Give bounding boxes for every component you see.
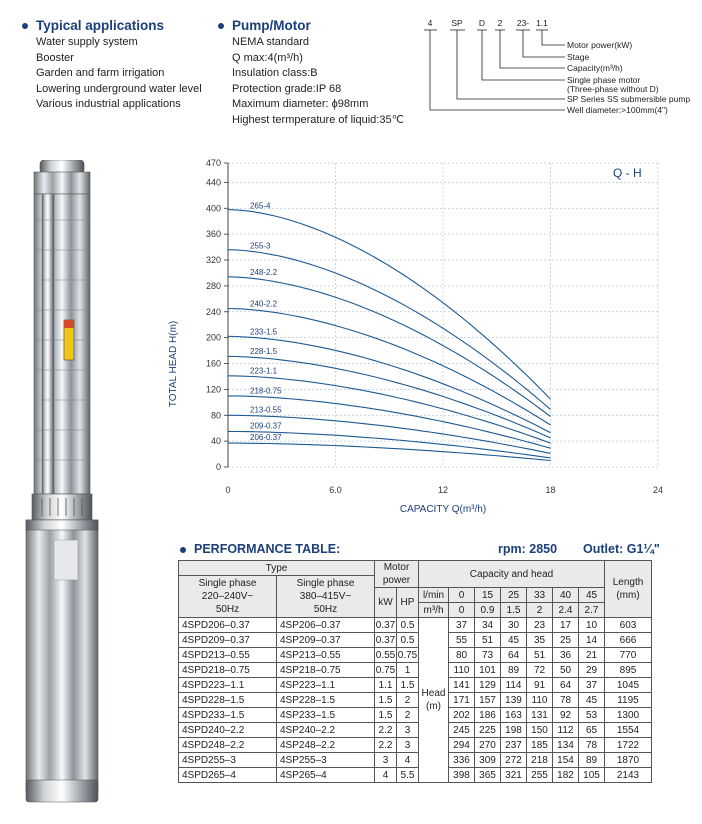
series-label: 209-0.37 [250, 421, 282, 431]
series-label: 213-0.55 [250, 405, 282, 415]
x-tick-label: 0 [225, 485, 231, 495]
head-value: 321 [501, 768, 527, 783]
power-hp: 0.75 [397, 649, 418, 661]
list-item: Insulation class:B [232, 67, 318, 79]
q-h-chart-svg [160, 150, 700, 520]
head-value: 53 [579, 708, 605, 723]
list-item: Various industrial applications [36, 98, 181, 110]
header-line: Single phase [296, 578, 355, 589]
table-row [179, 648, 652, 663]
model-code-diagram [420, 12, 700, 132]
list-item: Garden and farm irrigation [36, 67, 165, 79]
head-value: 225 [475, 723, 501, 738]
series-label: 228-1.5 [250, 347, 278, 357]
model-three-phase: 4SP218–0.75 [277, 663, 375, 678]
length-value: 603 [605, 618, 652, 633]
model-three-phase: 4SP255–3 [277, 753, 375, 768]
table-row [179, 633, 652, 648]
head-value: 89 [579, 753, 605, 768]
model-single-phase: 4SPD213–0.55 [179, 648, 277, 663]
list-item: Lowering underground water level [36, 82, 202, 95]
list-item: Q max:4(m³/h) [232, 51, 303, 64]
head-label-line2: (m) [426, 701, 441, 712]
head-value: 51 [475, 633, 501, 648]
lmin-value: 15 [475, 588, 501, 603]
lmin-value: 33 [527, 588, 553, 603]
table-row [179, 753, 652, 768]
list-item: Protection grade:IP 68 [232, 82, 342, 95]
rpm-value: rpm: 2850 [498, 542, 558, 556]
header-line: Single phase [198, 578, 257, 589]
series-label: 248-2.2 [250, 268, 278, 278]
header-line: 380–415V~ [299, 591, 352, 602]
power-kw: 1.1 [375, 678, 397, 693]
table-row [179, 723, 652, 738]
pump-illustration [12, 160, 112, 810]
model-three-phase: 4SP206–0.37 [277, 618, 375, 633]
list-item: NEMA standard [232, 36, 310, 48]
head-value: 29 [579, 663, 605, 678]
outlet-value: Outlet: G1¼" [583, 542, 660, 556]
model-three-phase: 4SP248–2.2 [277, 738, 375, 753]
head-value: 17 [553, 618, 579, 633]
power-kw: 3 [375, 753, 397, 768]
model-single-phase: 4SPD223–1.1 [179, 678, 277, 693]
head-value: 245 [449, 723, 475, 738]
pump-motor-specs [218, 18, 404, 128]
model-three-phase: 4SP213–0.55 [277, 648, 375, 663]
hp-header: HP [397, 588, 419, 618]
y-tick-label: 470 [205, 158, 221, 168]
head-value: 30 [501, 618, 527, 633]
performance-table [178, 560, 652, 783]
head-value: 112 [553, 723, 579, 738]
y-tick-label: 160 [205, 358, 221, 369]
head-value: 171 [449, 693, 475, 708]
lmin-value: 0 [449, 588, 475, 603]
model-single-phase: 4SPD265–4 [179, 768, 277, 783]
head-value: 45 [501, 633, 527, 648]
length-value: 1300 [605, 708, 652, 723]
head-value: 182 [553, 768, 579, 783]
series-label: 255-3 [250, 241, 271, 251]
length-value: 666 [605, 633, 652, 648]
pump-motor-title: Pump/Motor [232, 18, 311, 33]
list-item: Booster [36, 51, 74, 64]
model-single-phase: 4SPD255–3 [179, 753, 277, 768]
code-part-power: 1.1 [536, 18, 548, 28]
single-phase-header [179, 576, 277, 618]
code-part-capacity: 2 [497, 18, 503, 28]
power-hp: 2 [397, 693, 419, 708]
table-row [179, 678, 652, 693]
bullet-icon [218, 23, 224, 29]
applications-list [36, 35, 202, 113]
power-hp: 3 [397, 723, 419, 738]
code-label-well: Well diameter:>100mm(4") [567, 105, 668, 115]
y-tick-label: 0 [215, 462, 221, 472]
table-row [179, 693, 652, 708]
head-value: 35 [527, 633, 553, 648]
model-three-phase: 4SP209–0.37 [277, 633, 375, 648]
head-value: 105 [579, 768, 605, 783]
y-tick-label: 200 [205, 332, 221, 343]
x-tick-label: 12 [437, 485, 449, 495]
y-tick-label: 240 [205, 306, 221, 317]
list-item: Highest termperature of liquid:35℃ [232, 113, 404, 126]
y-tick-label: 80 [210, 410, 221, 421]
head-label-line1: Head [421, 688, 446, 699]
head-value: 64 [553, 678, 579, 693]
power-hp: 0.5 [397, 633, 419, 648]
model-single-phase: 4SPD233–1.5 [179, 708, 277, 723]
head-value: 154 [553, 753, 579, 768]
code-label-stage: Stage [567, 52, 590, 62]
code-part-well: 4 [427, 18, 433, 28]
head-value: 114 [501, 678, 527, 693]
kw-header: kW [375, 588, 397, 618]
head-value: 23 [527, 618, 553, 633]
length-value: 895 [605, 663, 652, 678]
head-value: 55 [449, 633, 475, 648]
head-value: 198 [501, 723, 527, 738]
head-value: 150 [527, 723, 553, 738]
power-kw: 0.37 [375, 619, 396, 631]
power-hp: 0.5 [397, 618, 419, 633]
performance-table-header [180, 542, 680, 558]
y-tick-label: 320 [205, 255, 221, 266]
x-tick-label: 18 [545, 485, 556, 495]
y-tick-label: 120 [205, 384, 221, 395]
head-value: 218 [527, 753, 553, 768]
length-value: 1195 [605, 693, 652, 708]
head-value: 91 [527, 678, 553, 693]
table-row [179, 768, 652, 783]
y-tick-label: 40 [210, 436, 221, 447]
lmin-value: 40 [553, 588, 579, 603]
motor-power-line2: power [382, 575, 411, 586]
model-single-phase: 4SPD206–0.37 [179, 618, 277, 633]
model-code-svg [420, 12, 700, 132]
m3h-value: 0.9 [475, 603, 501, 618]
y-tick-label: 400 [205, 203, 221, 214]
header-line: 50Hz [215, 604, 240, 615]
power-kw: 0.55 [375, 649, 396, 661]
capacity-head-header: Capacity and head [419, 561, 605, 588]
table-row [179, 738, 652, 753]
code-label-phase-note: (Three-phase without D) [567, 84, 659, 94]
head-value: 50 [553, 663, 579, 678]
model-single-phase: 4SPD248–2.2 [179, 738, 277, 753]
head-value: 64 [501, 648, 527, 663]
lmin-value: 45 [579, 588, 605, 603]
bullet-icon [180, 547, 186, 553]
model-three-phase: 4SP228–1.5 [277, 693, 375, 708]
code-label-series: SP Series SS submersible pump [567, 94, 691, 104]
x-axis-label: CAPACITY Q(m³/h) [399, 504, 487, 515]
head-value: 14 [579, 633, 605, 648]
power-kw: 4 [375, 768, 397, 783]
series-label: 206-0.37 [250, 433, 282, 443]
model-single-phase: 4SPD240–2.2 [179, 723, 277, 738]
motor-power-line1: Motor [383, 562, 410, 573]
bullet-icon [22, 23, 28, 29]
power-kw: 1.5 [375, 708, 397, 723]
head-value: 294 [449, 738, 475, 753]
m3h-value: 2 [527, 603, 553, 618]
head-value: 186 [475, 708, 501, 723]
head-value: 110 [449, 663, 475, 678]
typical-applications [22, 18, 202, 113]
head-value: 110 [527, 693, 553, 708]
head-value: 51 [527, 648, 553, 663]
head-value: 202 [449, 708, 475, 723]
length-value: 1722 [605, 738, 652, 753]
header-line: 50Hz [313, 604, 338, 615]
head-value: 309 [475, 753, 501, 768]
q-h-chart [160, 150, 700, 520]
head-value: 34 [475, 618, 501, 633]
code-part-series: SP [451, 18, 463, 28]
head-value: 89 [501, 663, 527, 678]
type-header: Type [179, 561, 375, 576]
table-row [179, 663, 652, 678]
m3h-value: 0 [449, 603, 475, 618]
series-label: 240-2.2 [250, 299, 278, 309]
x-tick-label: 24 [652, 485, 664, 495]
head-value: 73 [475, 648, 501, 663]
pump-motor-list [232, 35, 404, 128]
motor-power-header [375, 561, 419, 588]
length-value: 2143 [605, 768, 652, 783]
code-label-phase: Single phase motor [567, 75, 641, 85]
performance-table-body [179, 618, 652, 783]
model-three-phase: 4SP240–2.2 [277, 723, 375, 738]
power-hp: 1 [397, 663, 419, 678]
code-part-phase: D [478, 18, 486, 28]
head-value: 36 [553, 648, 579, 663]
series-label: 223-1.1 [250, 366, 278, 376]
table-row [179, 708, 652, 723]
series-label: 233-1.5 [250, 327, 278, 337]
length-value: 770 [605, 648, 652, 663]
series-label: 218-0.75 [250, 386, 282, 396]
chart-title: Q - H [613, 166, 642, 180]
code-part-stage: 23- [516, 18, 530, 28]
head-value: 141 [449, 678, 475, 693]
m3h-value: 2.4 [553, 603, 579, 618]
power-hp: 5.5 [397, 768, 419, 783]
list-item: Maximum diameter: ϕ98mm [232, 98, 369, 110]
series-label: 265-4 [250, 201, 271, 211]
header-line: 220–240V~ [201, 591, 254, 602]
head-value: 272 [501, 753, 527, 768]
submersible-pump-icon [12, 160, 112, 810]
code-label-capacity: Capacity(m³/h) [567, 63, 623, 73]
m3h-header: m³/h [419, 603, 449, 618]
head-value: 131 [527, 708, 553, 723]
head-value: 92 [553, 708, 579, 723]
y-tick-label: 360 [205, 229, 221, 240]
head-value: 21 [579, 648, 605, 663]
length-value: 1870 [605, 753, 652, 768]
head-value: 37 [579, 678, 605, 693]
head-value: 25 [553, 633, 579, 648]
model-three-phase: 4SP223–1.1 [277, 678, 375, 693]
head-value: 45 [579, 693, 605, 708]
power-hp: 2 [397, 708, 419, 723]
three-phase-header [277, 576, 375, 618]
head-value: 139 [501, 693, 527, 708]
power-kw: 2.2 [375, 723, 397, 738]
head-value: 37 [449, 618, 475, 633]
head-value: 129 [475, 678, 501, 693]
head-value: 185 [527, 738, 553, 753]
m3h-value: 2.7 [579, 603, 605, 618]
lmin-value: 25 [501, 588, 527, 603]
power-kw: 0.75 [375, 664, 396, 676]
head-value: 78 [553, 693, 579, 708]
x-tick-label: 6.0 [329, 485, 342, 495]
head-value: 365 [475, 768, 501, 783]
head-value: 101 [475, 663, 501, 678]
power-kw: 0.37 [375, 634, 396, 646]
power-hp: 4 [397, 753, 419, 768]
applications-title: Typical applications [36, 18, 165, 33]
head-value: 72 [527, 663, 553, 678]
model-three-phase: 4SP265–4 [277, 768, 375, 783]
power-kw: 1.5 [375, 693, 397, 708]
list-item: Water supply system [36, 36, 138, 48]
head-value: 10 [579, 618, 605, 633]
head-value: 65 [579, 723, 605, 738]
length-value: 1045 [605, 678, 652, 693]
head-value: 78 [579, 738, 605, 753]
head-value: 163 [501, 708, 527, 723]
m3h-value: 1.5 [501, 603, 527, 618]
length-value: 1554 [605, 723, 652, 738]
chart-curve-labels [250, 201, 282, 442]
model-single-phase: 4SPD209–0.37 [179, 633, 277, 648]
y-tick-label: 280 [205, 280, 221, 291]
length-line2: (mm) [616, 590, 640, 601]
head-value: 80 [449, 648, 475, 663]
head-label [419, 618, 449, 783]
y-tick-label: 440 [205, 177, 221, 188]
head-value: 134 [553, 738, 579, 753]
head-value: 270 [475, 738, 501, 753]
power-kw: 2.2 [375, 738, 397, 753]
y-axis-label: TOTAL HEAD H(m) [168, 320, 179, 408]
head-value: 237 [501, 738, 527, 753]
head-value: 336 [449, 753, 475, 768]
head-value: 255 [527, 768, 553, 783]
head-value: 398 [449, 768, 475, 783]
lmin-header: l/min [419, 588, 449, 603]
length-header [605, 561, 652, 618]
table-row [179, 618, 652, 633]
head-value: 157 [475, 693, 501, 708]
model-single-phase: 4SPD228–1.5 [179, 693, 277, 708]
model-single-phase: 4SPD218–0.75 [179, 663, 277, 678]
length-line1: Length [612, 577, 644, 588]
performance-title: PERFORMANCE TABLE: [194, 542, 341, 556]
code-label-power: Motor power(kW) [567, 40, 633, 50]
power-hp: 3 [397, 738, 419, 753]
power-hp: 1.5 [397, 678, 419, 693]
model-three-phase: 4SP233–1.5 [277, 708, 375, 723]
